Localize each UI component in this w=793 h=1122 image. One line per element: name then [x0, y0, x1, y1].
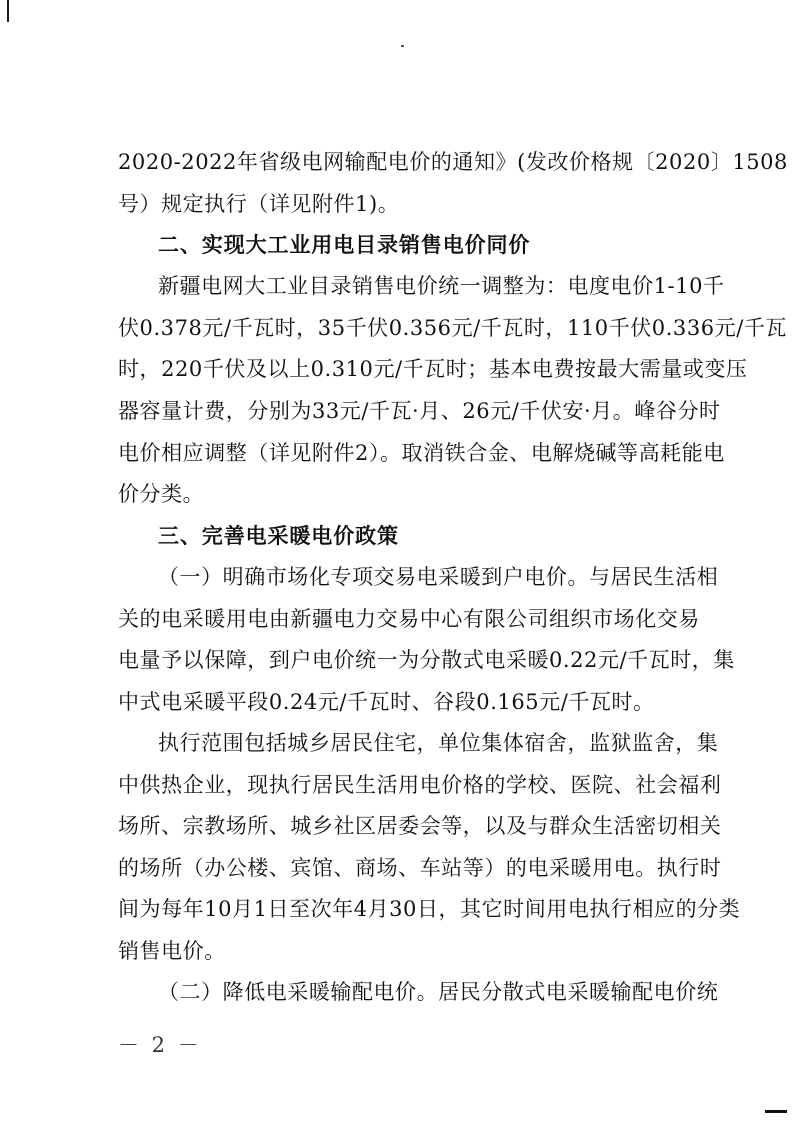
scan-edge-mark	[7, 0, 9, 22]
body-line: 器容量计费，分别为33元/千瓦·月、26元/千伏安·月。峰谷分时	[118, 399, 721, 423]
body-line: 间为每年10月1日至次年4月30日，其它时间用电执行相应的分类	[118, 897, 741, 921]
body-line: 电价相应调整（详见附件2）。取消铁合金、电解烧碱等高耗能电	[118, 441, 725, 465]
body-line: 电量予以保障，到户电价统一为分散式电采暖0.22元/千瓦时，集	[118, 648, 735, 672]
body-line: 新疆电网大工业目录销售电价统一调整为：电度电价1-10千	[158, 274, 725, 298]
body-line: 的场所（办公楼、宾馆、商场、车站等）的电采暖用电。执行时	[118, 856, 722, 880]
section-heading: 二、实现大工业用电目录销售电价同价	[158, 233, 531, 257]
scan-speck	[401, 45, 404, 47]
body-line: 2020-2022年省级电网输配电价的通知》(发改价格规〔2020〕1508	[118, 150, 788, 174]
body-line: 时，220千伏及以上0.310元/千瓦时；基本电费按最大需量或变压	[118, 357, 748, 381]
body-line: 中式电采暖平段0.24元/千瓦时、谷段0.165元/千瓦时。	[118, 690, 655, 714]
page-number: － 2 －	[118, 1033, 202, 1057]
body-line: 价分类。	[118, 482, 205, 506]
body-line: 中供热企业，现执行居民生活用电价格的学校、医院、社会福利	[118, 773, 722, 797]
body-line: 销售电价。	[118, 939, 226, 963]
body-line: 号）规定执行（详见附件1)。	[118, 192, 400, 216]
body-line: （一）明确市场化专项交易电采暖到户电价。与居民生活相	[158, 565, 719, 589]
section-heading: 三、完善电采暖电价政策	[158, 524, 399, 548]
body-line: 关的电采暖用电由新疆电力交易中心有限公司组织市场化交易	[118, 607, 700, 631]
scan-edge-mark	[765, 1110, 787, 1113]
body-line: 伏0.378元/千瓦时，35千伏0.356元/千瓦时，110千伏0.336元/千瓦	[118, 316, 787, 340]
body-line: （二）降低电采暖输配电价。居民分散式电采暖输配电价统	[158, 980, 719, 1004]
body-line: 执行范围包括城乡居民住宅，单位集体宿舍，监狱监舍，集	[158, 731, 719, 755]
body-line: 场所、宗教场所、城乡社区居委会等，以及与群众生活密切相关	[118, 814, 722, 838]
